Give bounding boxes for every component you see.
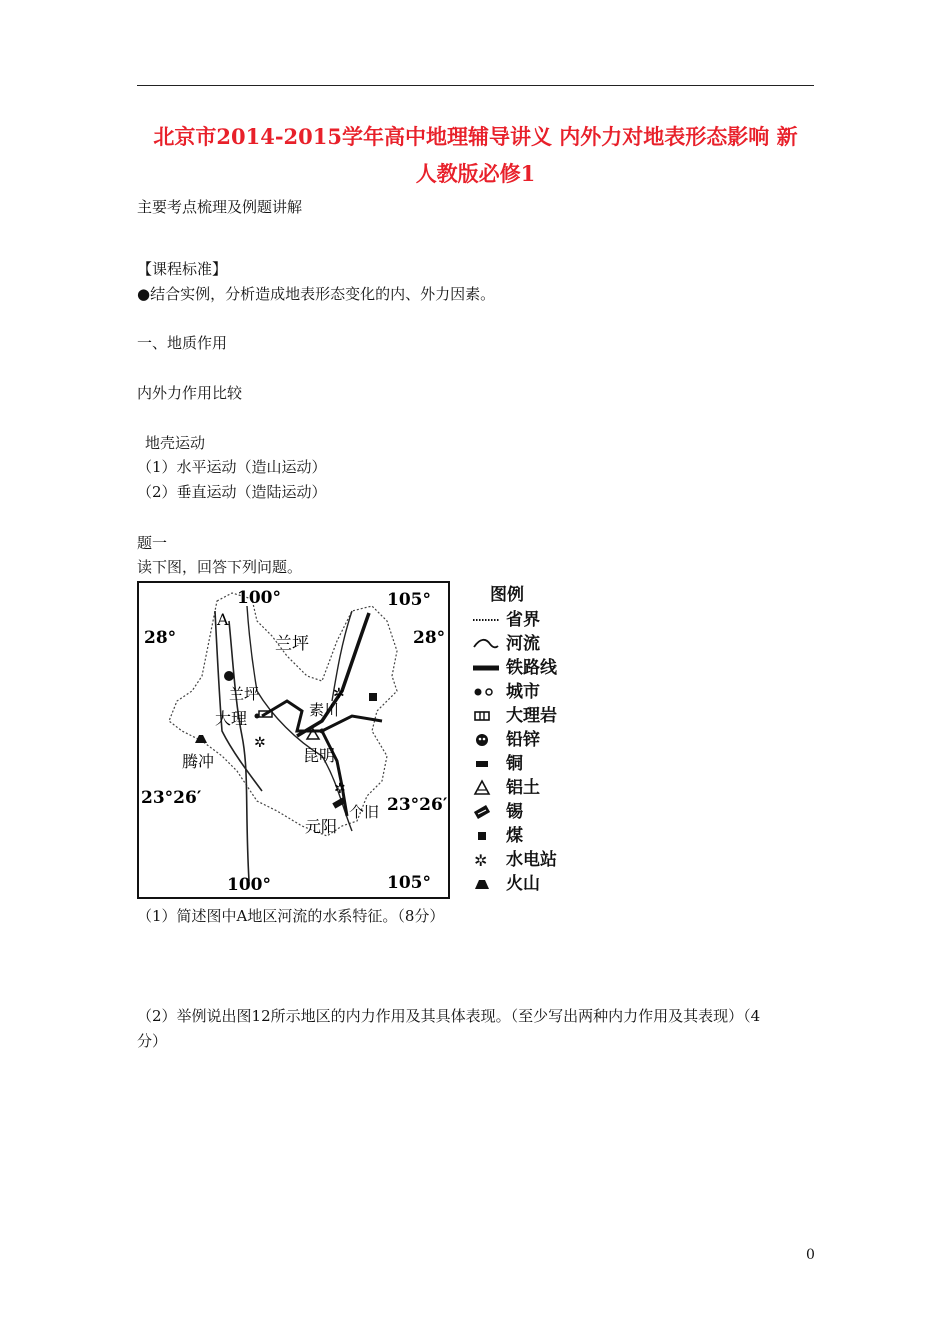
hydropower-symbol-1: ✲: [254, 735, 266, 751]
legend-item-boundary: 省界: [472, 608, 582, 632]
coal-icon: [472, 826, 500, 846]
legend-item-tin: 锡: [472, 800, 582, 824]
crust-item-1: （1）水平运动（造山运动）: [137, 458, 327, 476]
lat-label-right-28: 28°: [413, 628, 446, 648]
page-number: 0: [806, 1247, 815, 1263]
legend-item-hydropower: ✲ 水电站: [474, 850, 557, 870]
place-suchuan: 素川: [309, 701, 340, 719]
legend-item-coal: 煤: [472, 824, 582, 848]
city-kunming-dot: [320, 729, 325, 734]
dotted-line-icon: [472, 610, 500, 630]
volcano-icon: [472, 874, 500, 894]
legend-item-bauxite: 铝土: [472, 776, 582, 800]
marble-icon: [472, 706, 500, 726]
svg-text:✲: ✲: [474, 851, 488, 870]
question-2-line-1: （2）举例说出图12所示地区的内力作用及其具体表现。（至少写出两种内力作用及其表现）（4: [137, 1007, 761, 1025]
crust-item-2: （2）垂直运动（造陆运动）: [137, 483, 327, 501]
tin-icon: [472, 802, 500, 822]
crust-heading: 地壳运动: [145, 434, 206, 452]
place-lanping-1: 兰坪: [275, 634, 309, 654]
lat-label-left-28: 28°: [144, 628, 177, 648]
place-lanping-2: 兰坪: [229, 685, 260, 703]
copper-icon: [472, 754, 500, 774]
place-gejiu: 个旧: [349, 803, 380, 821]
question-2-line-2: 分）: [137, 1032, 168, 1050]
question-label: 题一: [137, 534, 168, 552]
lat-label-right-2326: 23°26′: [387, 795, 448, 815]
legend-item-railway: 铁路线: [472, 656, 582, 680]
lead-zinc-icon: [472, 730, 500, 750]
region-label-a: A: [217, 610, 229, 629]
gear-icon: [472, 850, 500, 870]
title-line-1: 北京市2014-2015学年高中地理辅导讲义 内外力对地表形态影响 新: [153, 124, 798, 149]
city-dots-icon: [472, 682, 500, 702]
legend-item-lead-zinc: 铅锌: [472, 728, 582, 752]
city-dali-dot: [255, 714, 260, 719]
legend-title: 图例: [490, 585, 524, 605]
place-yuanyang: 元阳: [305, 817, 338, 836]
lon-label-bottom-105: 105°: [387, 873, 431, 893]
standard-text: ●结合实例，分析造成地表形态变化的内、外力因素。: [137, 285, 496, 303]
place-kunming: 昆明: [303, 746, 336, 765]
question-prompt: 读下图，回答下列问题。: [137, 558, 303, 576]
legend-item-river: 河流: [472, 632, 582, 656]
wave-line-icon: [472, 634, 500, 654]
compare-heading: 内外力作用比较: [137, 384, 243, 402]
top-rule: [137, 85, 814, 86]
legend-item-volcano: 火山: [472, 872, 582, 896]
copper-symbol: [369, 693, 377, 701]
place-tengchong: 腾冲: [182, 752, 215, 771]
hydropower-symbol-3: ✲: [334, 781, 346, 797]
yunnan-map: [137, 581, 451, 901]
legend-item-city: 城市: [472, 680, 582, 704]
triangle-icon: [472, 778, 500, 798]
hydropower-symbol-2: ✲: [333, 686, 345, 702]
lon-label-top-105: 105°: [387, 590, 431, 610]
intro-text: 主要考点梳理及例题讲解: [137, 198, 303, 216]
place-dali: 大理: [215, 709, 248, 728]
standard-heading: 【课程标准】: [137, 260, 228, 278]
lead-zinc-symbol: [224, 671, 234, 681]
question-1: （1）简述图中A地区河流的水系特征。（8分）: [137, 907, 445, 925]
lon-label-bottom-100: 100°: [227, 875, 271, 895]
thick-line-icon: [472, 658, 500, 678]
title-line-2: 人教版必修1: [415, 161, 536, 186]
lat-label-left-2326: 23°26′: [141, 788, 202, 808]
legend-item-copper: 铜: [472, 752, 582, 776]
page-title: [137, 118, 814, 192]
lon-label-top-100: 100°: [237, 588, 281, 608]
section-heading: 一、地质作用: [137, 334, 228, 352]
legend-item-marble: 大理岩: [472, 704, 582, 728]
